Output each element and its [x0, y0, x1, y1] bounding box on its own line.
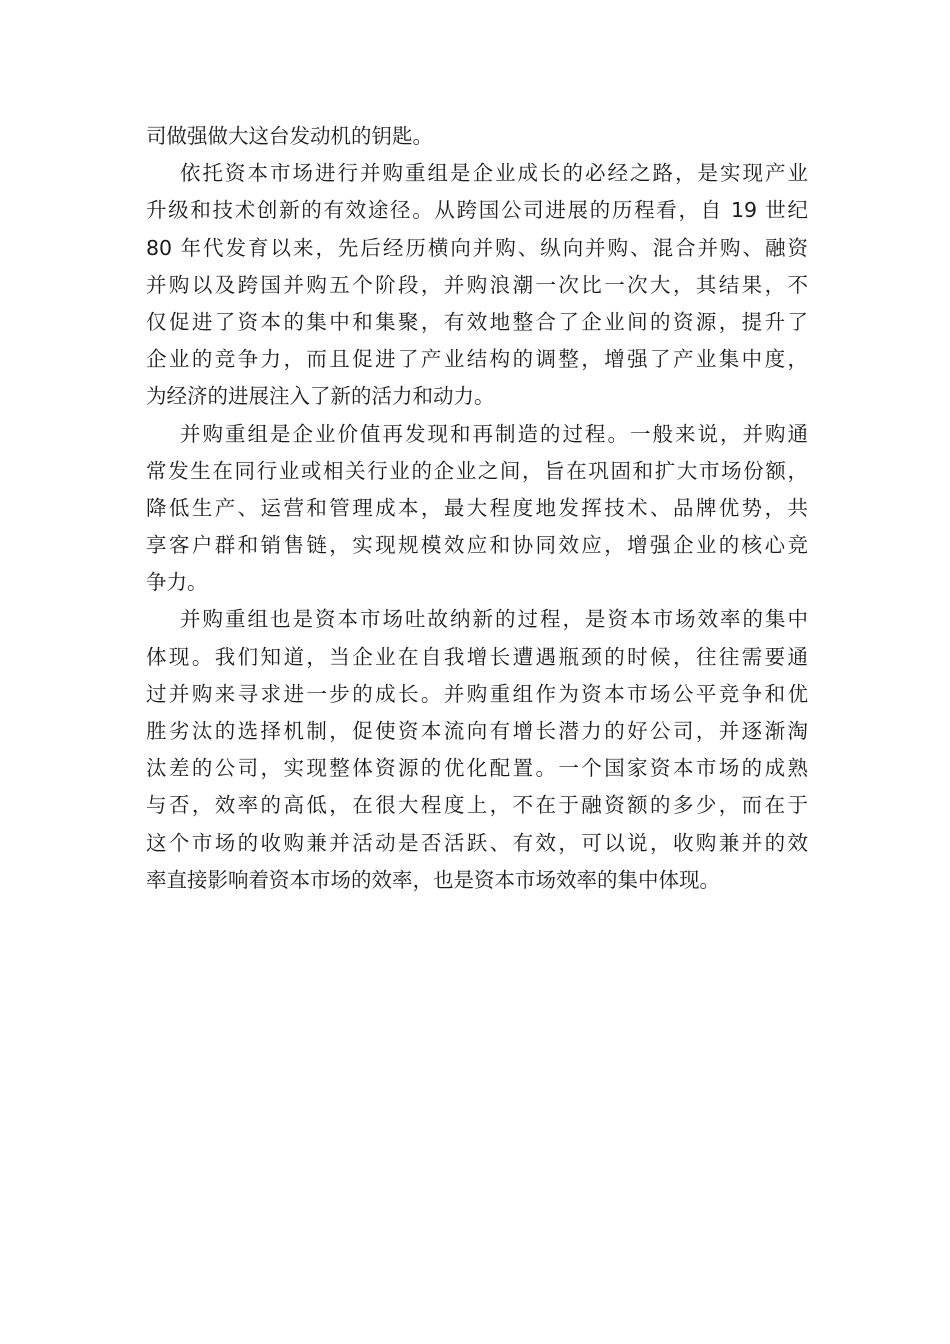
text-line: 并购重组也是资本市场吐故纳新的过程，是资本市场效率的集中 [180, 607, 808, 632]
text-line: 过并购来寻求进一步的成长。并购重组作为资本市场公平竞争和优 [146, 681, 808, 706]
text-line: 与否，效率的高低，在很大程度上，不在于融资额的多少，而在于 [146, 793, 808, 818]
text-line: 司做强做大这台发动机的钥匙。 [146, 124, 433, 148]
text-line: 率直接影响着资本市场的效率，也是资本市场效率的集中体现。 [146, 867, 720, 892]
text-line: 体现。我们知道，当企业在自我增长遭遇瓶颈的时候，往往需要通 [146, 644, 808, 669]
text-line: 依托资本市场进行并购重组是企业成长的必经之路，是实现产业 [180, 161, 808, 186]
text-line: 常发生在同行业或相关行业的企业之间，旨在巩固和扩大市场份额， [146, 458, 808, 483]
text-line: 享客户群和销售链，实现规模效应和协同效应，增强企业的核心竞 [146, 533, 808, 558]
text-line: 这个市场的收购兼并活动是否活跃、有效，可以说，收购兼并的效 [146, 830, 808, 855]
text-line: 降低生产、运营和管理成本，最大程度地发挥技术、品牌优势，共 [146, 495, 808, 520]
text-line: 并购以及跨国并购五个阶段，并购浪潮一次比一次大，其结果，不 [146, 272, 808, 297]
text-line: 80 年代发育以来，先后经历横向并购、纵向并购、混合并购、融资 [146, 235, 808, 260]
text-line: 汰差的公司，实现整体资源的优化配置。一个国家资本市场的成熟 [146, 756, 808, 781]
text-line: 胜劣汰的选择机制，促使资本流向有增长潜力的好公司，并逐渐淘 [146, 719, 808, 743]
text-line: 为经济的进展注入了新的活力和动力。 [146, 384, 495, 409]
text-line: 仅促进了资本的集中和集聚，有效地整合了企业间的资源，提升了 [146, 309, 808, 334]
text-line: 争力。 [146, 570, 208, 595]
text-line: 升级和技术创新的有效途径。从跨国公司进展的历程看，自 19 世纪 [146, 198, 808, 223]
text-line: 企业的竞争力，而且促进了产业结构的调整，增强了产业集中度， [146, 347, 808, 372]
text-line: 并购重组是企业价值再发现和再制造的过程。一般来说，并购通 [180, 421, 808, 446]
body-text [146, 118, 808, 899]
